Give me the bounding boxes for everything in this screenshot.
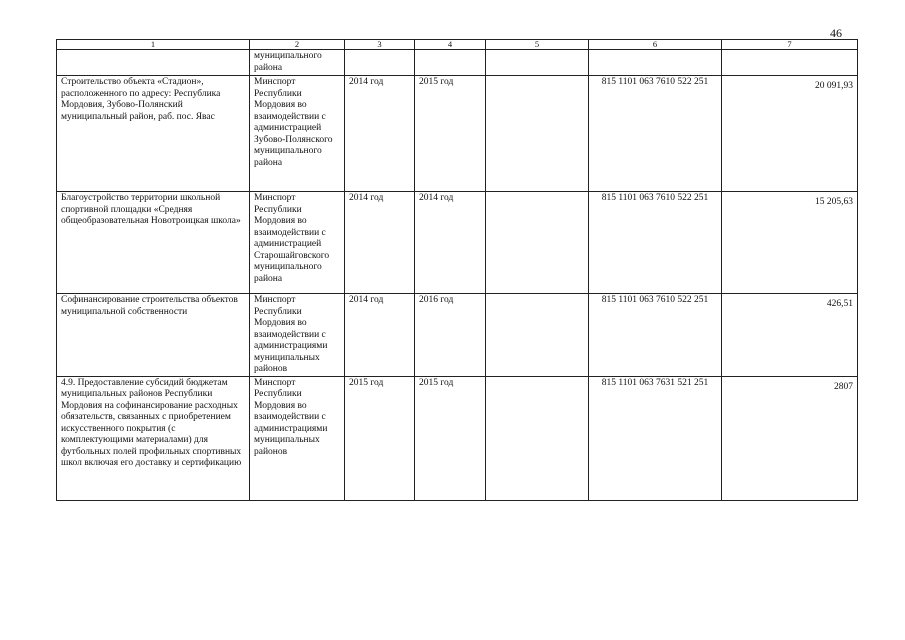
cell-col5 — [486, 192, 589, 294]
cell-executor: Минспорт Республики Мордовия во взаимодействии с администрациями муниципальных районов — [250, 294, 345, 377]
sum-value: 2807 — [834, 381, 853, 392]
cell-name: 4.9. Предоставление субсидий бюджетам муниципальных районов Республики Мордовия на софинансирование расходных обязательств, связанных с приобретением искусственного покрытия (с комплектующими материалами) для футбольных полей профильных спортивных школ включая его доставку и сертификацию — [57, 376, 250, 500]
cell-sum — [722, 376, 858, 500]
continuation-row — [57, 50, 858, 76]
column-number-6: 6 — [589, 40, 722, 50]
table-row — [57, 76, 858, 192]
program-table — [56, 39, 858, 501]
cell-end — [415, 50, 486, 76]
cell-name: Благоустройство территории школьной спортивной площадки «Средняя общеобразовательная Новотроицкая школа» — [57, 192, 250, 294]
cell-code: 815 1101 063 7610 522 251 — [589, 294, 722, 377]
column-number-7: 7 — [722, 40, 858, 50]
column-number-1: 1 — [57, 40, 250, 50]
table-row — [57, 294, 858, 377]
cell-sum — [722, 76, 858, 192]
table-row — [57, 192, 858, 294]
cell-executor: муниципального района — [250, 50, 345, 76]
cell-name — [57, 50, 250, 76]
cell-code: 815 1101 063 7610 522 251 — [589, 192, 722, 294]
sum-value: 15 205,63 — [815, 197, 853, 207]
cell-end: 2015 год — [415, 76, 486, 192]
column-number-2: 2 — [250, 40, 345, 50]
cell-end: 2015 год — [415, 376, 486, 500]
cell-col5 — [486, 50, 589, 76]
cell-executor: Минспорт Республики Мордовия во взаимодействии с администрацией Старошайговского муниципального района — [250, 192, 345, 294]
column-number-row — [57, 40, 858, 50]
cell-col5 — [486, 294, 589, 377]
sum-value: 20 091,93 — [815, 81, 853, 91]
cell-code — [589, 50, 722, 76]
column-number-5: 5 — [486, 40, 589, 50]
cell-sum — [722, 294, 858, 377]
cell-col5 — [486, 376, 589, 500]
cell-code: 815 1101 063 7631 521 251 — [589, 376, 722, 500]
cell-code: 815 1101 063 7610 522 251 — [589, 76, 722, 192]
cell-executor: Минспорт Республики Мордовия во взаимодействии с администрацией Зубово-Полянского муниципального района — [250, 76, 345, 192]
cell-start: 2014 год — [345, 76, 415, 192]
cell-col5 — [486, 76, 589, 192]
cell-name: Строительство объекта «Стадион», расположенного по адресу: Республика Мордовия, Зубово-Полянский муниципальный район, раб. пос. Явас — [57, 76, 250, 192]
cell-end: 2016 год — [415, 294, 486, 377]
cell-start: 2014 год — [345, 294, 415, 377]
cell-start — [345, 50, 415, 76]
table-row — [57, 376, 858, 500]
column-number-3: 3 — [345, 40, 415, 50]
cell-name: Софинансирование строительства объектов муниципальной собственности — [57, 294, 250, 377]
sum-value: 426,51 — [826, 299, 853, 309]
column-number-4: 4 — [415, 40, 486, 50]
cell-start: 2014 год — [345, 192, 415, 294]
cell-executor: Минспорт Республики Мордовия во взаимодействии с администрациями муниципальных районов — [250, 376, 345, 500]
page-number: 46 — [830, 26, 842, 40]
cell-end: 2014 год — [415, 192, 486, 294]
cell-sum — [722, 50, 858, 76]
cell-sum — [722, 192, 858, 294]
cell-start: 2015 год — [345, 376, 415, 500]
